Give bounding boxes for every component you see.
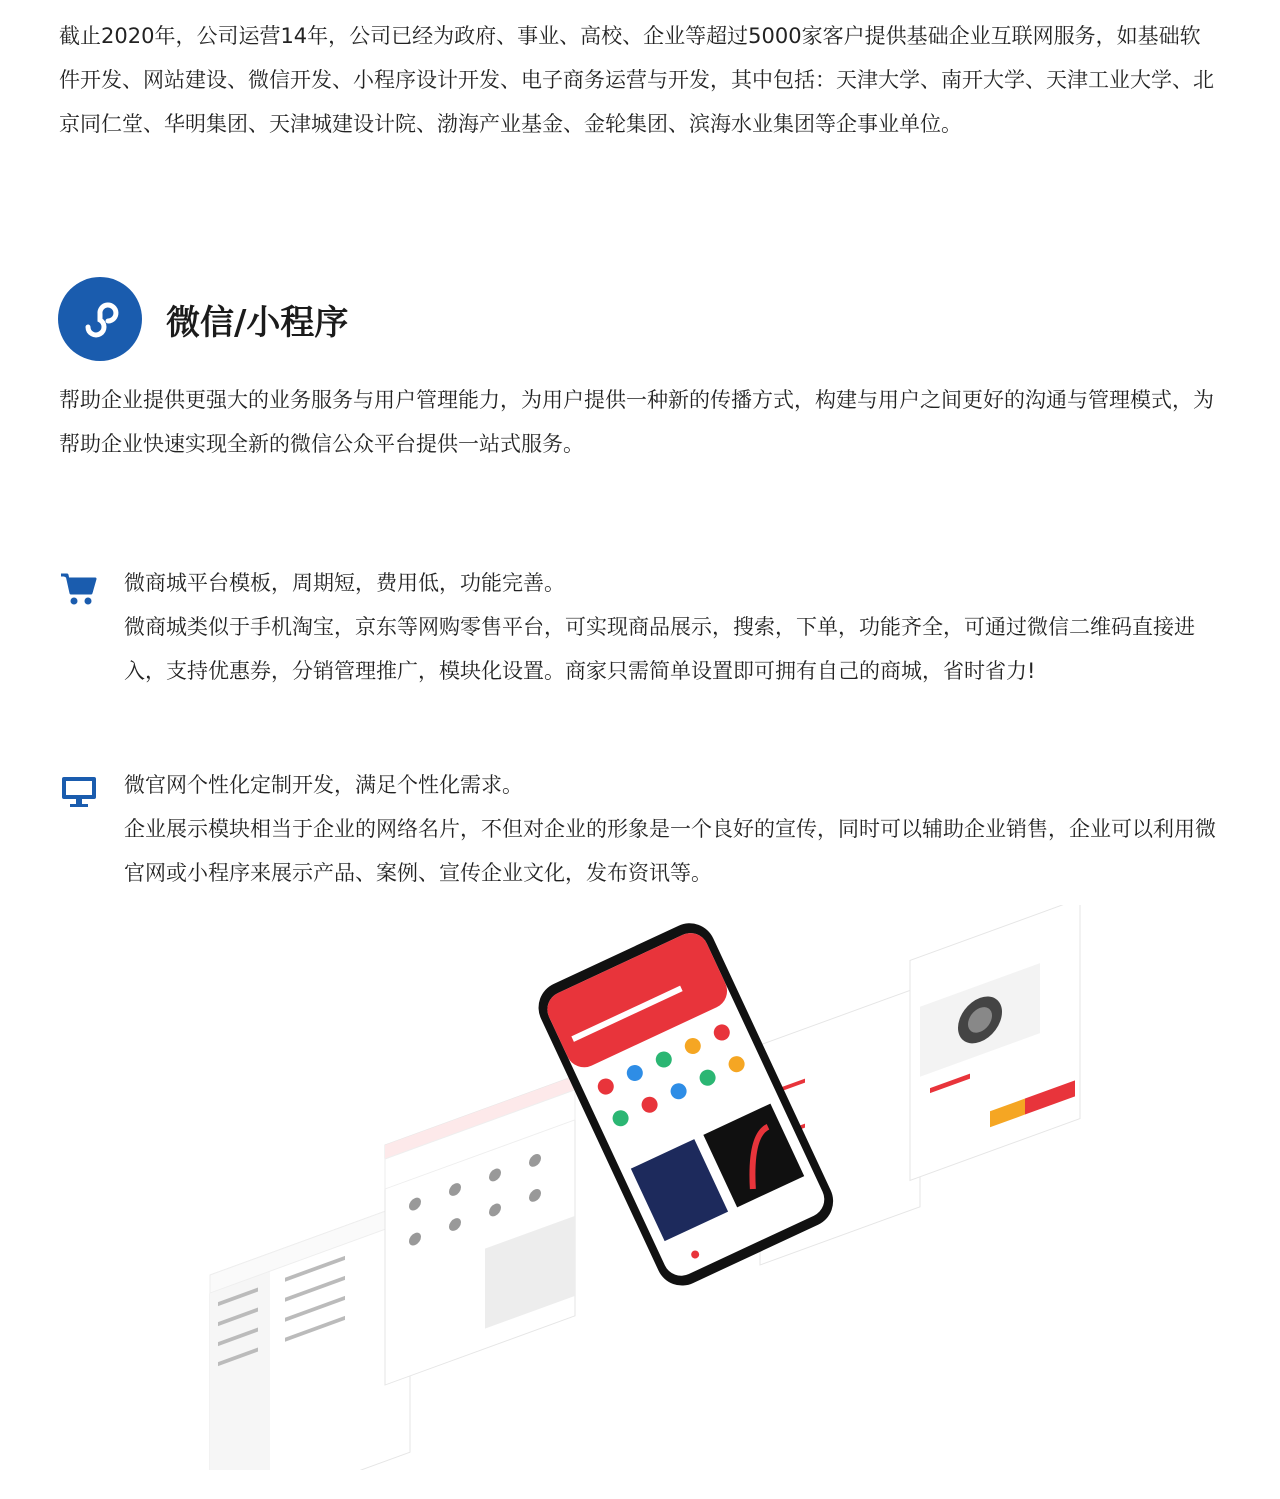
screen-category <box>210 1202 410 1470</box>
shopping-cart-icon <box>59 569 99 609</box>
intro-paragraph: 截止2020年，公司运营14年，公司已经为政府、事业、高校、企业等超过5000家客户提供基础企业互联网服务，如基础软件开发、网站建设、微信开发、小程序设计开发、电子商务运营与开发，其中包括：天津大学、南开大学、天津工业大学、北京同仁堂、华明集团、天津城建设计院、渤海产业基金、金轮集团、滨海水业集团等企事业单位。 <box>59 24 1214 136</box>
feature-body: 企业展示模块相当于企业的网络名片，不但对企业的形象是一个良好的宣传，同时可以辅助企业销售，企业可以利用微官网或小程序来展示产品、案例、宣传企业文化，发布资讯等。 <box>124 817 1216 885</box>
feature-item-mall <box>59 561 1219 693</box>
feature-body: 微商城类似于手机淘宝，京东等网购零售平台，可实现商品展示，搜索，下单，功能齐全，可通过微信二维码直接进入，支持优惠券，分销管理推广，模块化设置。商家只需简单设置即可拥有自己的商城，省时省力! <box>124 615 1195 683</box>
feature-item-website <box>59 763 1219 895</box>
section-header <box>58 277 348 361</box>
screen-member <box>385 1076 575 1385</box>
feature-title: 微官网个性化定制开发，满足个性化需求。 <box>124 773 523 797</box>
section-title: 微信/小程序 <box>166 302 349 343</box>
phone-screens-illustration <box>200 905 1100 1470</box>
section-description: 帮助企业提供更强大的业务服务与用户管理能力，为用户提供一种新的传播方式，构建与用户之间更好的沟通与管理模式，为帮助企业快速实现全新的微信公众平台提供一站式服务。 <box>59 388 1214 456</box>
monitor-icon <box>59 771 99 811</box>
feature-title: 微商城平台模板，周期短，费用低，功能完善。 <box>124 571 565 595</box>
mini-program-icon <box>58 277 142 361</box>
